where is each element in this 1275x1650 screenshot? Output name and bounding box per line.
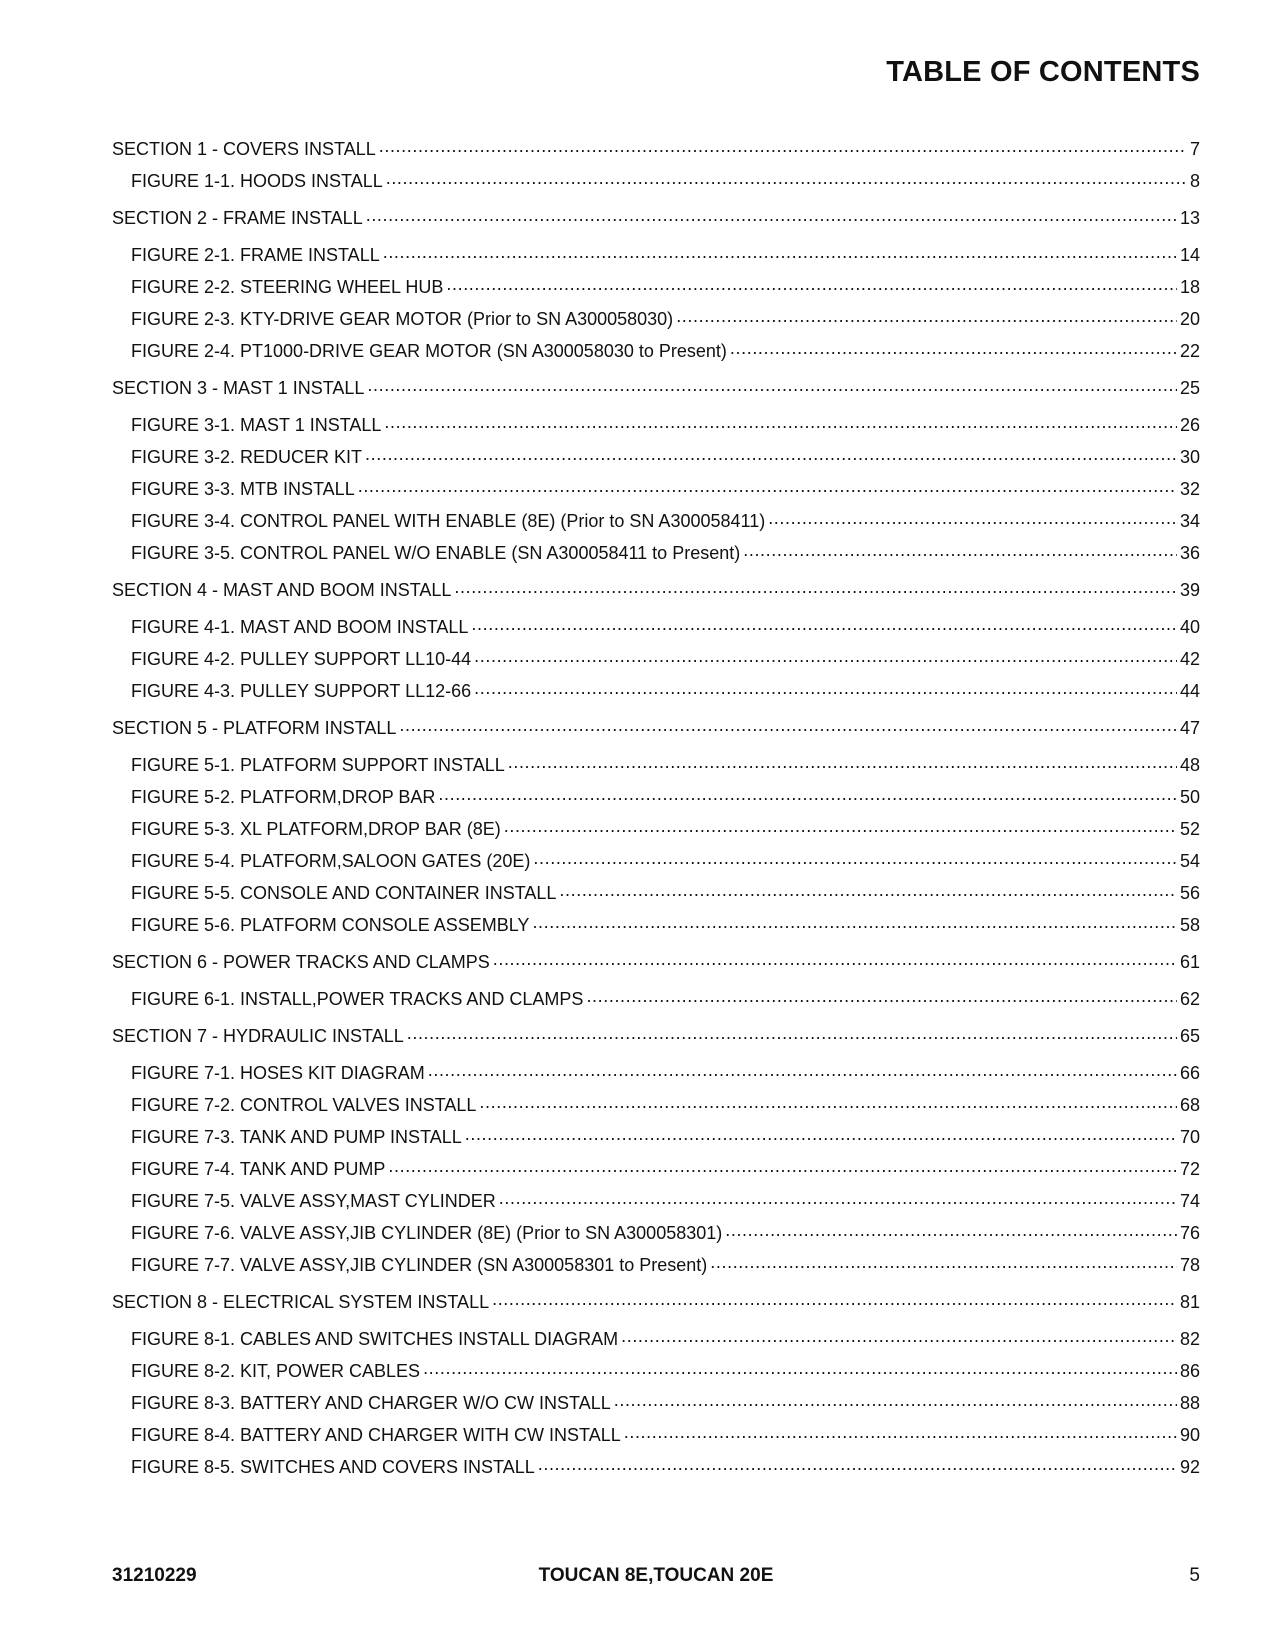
toc-entry-page: 86	[1179, 1361, 1200, 1381]
dot-leader	[383, 243, 1177, 261]
toc-entry-label: FIGURE 4-3. PULLEY SUPPORT LL12-66	[131, 681, 472, 701]
toc-entry-page: 72	[1179, 1159, 1200, 1179]
toc-entry-page: 14	[1179, 245, 1200, 265]
toc-entry-page: 36	[1179, 543, 1200, 563]
toc-figure-entry[interactable]	[112, 1451, 1200, 1483]
toc-entry-label: FIGURE 7-1. HOSES KIT DIAGRAM	[131, 1063, 425, 1083]
dot-leader	[471, 615, 1177, 633]
toc-figure-entry[interactable]	[112, 303, 1200, 335]
dot-leader	[492, 1290, 1177, 1308]
toc-entry-page: 42	[1179, 649, 1200, 669]
toc-figure-entry[interactable]	[112, 441, 1200, 473]
toc-entry-label: FIGURE 3-5. CONTROL PANEL W/O ENABLE (SN A300058411 to Present)	[131, 543, 741, 563]
dot-leader	[446, 275, 1177, 293]
dot-leader	[367, 376, 1177, 394]
toc-entry-page: 66	[1179, 1063, 1200, 1083]
toc-entry-label: FIGURE 5-1. PLATFORM SUPPORT INSTALL	[131, 755, 505, 775]
model-name: TOUCAN 8E,TOUCAN 20E	[538, 1565, 774, 1586]
toc-section-entry[interactable]	[112, 367, 1200, 409]
toc-entry-page: 32	[1179, 479, 1200, 499]
toc-entry-page: 47	[1179, 718, 1200, 738]
dot-leader	[428, 1061, 1177, 1079]
page-footer	[112, 1565, 1200, 1591]
toc-entry-page: 39	[1179, 580, 1200, 600]
page-title: TABLE OF CONTENTS	[886, 56, 1200, 88]
toc-entry-label: SECTION 7 - HYDRAULIC INSTALL	[112, 1026, 404, 1046]
toc-entry-page: 52	[1179, 819, 1200, 839]
toc-figure-entry[interactable]	[112, 813, 1200, 845]
toc-entry-label: FIGURE 7-2. CONTROL VALVES INSTALL	[131, 1095, 477, 1115]
toc-entry-page: 40	[1179, 617, 1200, 637]
toc-entry-label: FIGURE 6-1. INSTALL,POWER TRACKS AND CLAMPS	[131, 989, 584, 1009]
toc-entry-page: 7	[1189, 139, 1200, 159]
toc-section-entry[interactable]	[112, 1015, 1200, 1057]
dot-leader	[365, 445, 1177, 463]
toc-entry-page: 18	[1179, 277, 1200, 297]
toc-entry-page: 68	[1179, 1095, 1200, 1115]
toc-entry-page: 65	[1179, 1026, 1200, 1046]
toc-figure-entry[interactable]	[112, 1387, 1200, 1419]
dot-leader	[474, 679, 1177, 697]
toc-entry-label: FIGURE 3-4. CONTROL PANEL WITH ENABLE (8E) (Prior to SN A300058411)	[131, 511, 766, 531]
toc-entry-page: 48	[1179, 755, 1200, 775]
dot-leader	[508, 753, 1177, 771]
toc-entry-label: FIGURE 8-5. SWITCHES AND COVERS INSTALL	[131, 1457, 535, 1477]
toc-entry-page: 13	[1179, 208, 1200, 228]
dot-leader	[499, 1189, 1177, 1207]
dot-leader	[465, 1125, 1177, 1143]
dot-leader	[366, 206, 1177, 224]
dot-leader	[358, 477, 1177, 495]
toc-entry-label: FIGURE 5-6. PLATFORM CONSOLE ASSEMBLY	[131, 915, 530, 935]
toc-figure-entry[interactable]	[112, 239, 1200, 271]
toc-entry-label: FIGURE 8-1. CABLES AND SWITCHES INSTALL DIAGRAM	[131, 1329, 619, 1349]
dot-leader	[504, 817, 1177, 835]
toc-entry-label: FIGURE 4-1. MAST AND BOOM INSTALL	[131, 617, 469, 637]
toc-entry-page: 78	[1179, 1255, 1200, 1275]
toc-entry-page: 76	[1179, 1223, 1200, 1243]
dot-leader	[538, 1455, 1177, 1473]
toc-entry-label: FIGURE 7-3. TANK AND PUMP INSTALL	[131, 1127, 462, 1147]
toc-section-entry[interactable]	[112, 133, 1200, 165]
toc-entry-page: 82	[1179, 1329, 1200, 1349]
toc-entry-page: 62	[1179, 989, 1200, 1009]
toc-entry-page: 58	[1179, 915, 1200, 935]
dot-leader	[559, 881, 1177, 899]
toc-figure-entry[interactable]	[112, 537, 1200, 569]
toc-figure-entry[interactable]	[112, 1153, 1200, 1185]
toc-entry-label: FIGURE 4-2. PULLEY SUPPORT LL10-44	[131, 649, 472, 669]
toc-entry-page: 54	[1179, 851, 1200, 871]
toc-entry-page: 25	[1179, 378, 1200, 398]
toc-entry-label: FIGURE 8-4. BATTERY AND CHARGER WITH CW INSTALL	[131, 1425, 621, 1445]
toc-figure-entry[interactable]	[112, 165, 1200, 197]
dot-leader	[493, 950, 1177, 968]
toc-entry-label: FIGURE 5-3. XL PLATFORM,DROP BAR (8E)	[131, 819, 501, 839]
toc-entry-label: FIGURE 7-5. VALVE ASSY,MAST CYLINDER	[131, 1191, 496, 1211]
toc-entry-label: FIGURE 7-4. TANK AND PUMP	[131, 1159, 386, 1179]
dot-leader	[407, 1024, 1177, 1042]
toc-figure-entry[interactable]	[112, 1323, 1200, 1355]
toc-entry-label: SECTION 2 - FRAME INSTALL	[112, 208, 363, 228]
toc-entry-label: SECTION 4 - MAST AND BOOM INSTALL	[112, 580, 452, 600]
dot-leader	[624, 1423, 1177, 1441]
toc-figure-entry[interactable]	[112, 1185, 1200, 1217]
toc-figure-entry[interactable]	[112, 1089, 1200, 1121]
toc-entry-label: FIGURE 3-3. MTB INSTALL	[131, 479, 355, 499]
toc-section-entry[interactable]	[112, 1281, 1200, 1323]
toc-entry-page: 34	[1179, 511, 1200, 531]
toc-figure-entry[interactable]	[112, 1419, 1200, 1451]
toc-entry-label: FIGURE 7-6. VALVE ASSY,JIB CYLINDER (8E) (Prior to SN A300058301)	[131, 1223, 723, 1243]
toc-figure-entry[interactable]	[112, 335, 1200, 367]
toc-entry-label: FIGURE 8-3. BATTERY AND CHARGER W/O CW INSTALL	[131, 1393, 611, 1413]
toc-figure-entry[interactable]	[112, 409, 1200, 441]
toc-entry-label: FIGURE 2-4. PT1000-DRIVE GEAR MOTOR (SN A300058030 to Present)	[131, 341, 727, 361]
toc-entry-label: FIGURE 5-4. PLATFORM,SALOON GATES (20E)	[131, 851, 531, 871]
toc-figure-entry[interactable]	[112, 845, 1200, 877]
toc-figure-entry[interactable]	[112, 909, 1200, 941]
toc-section-entry[interactable]	[112, 707, 1200, 749]
dot-leader	[621, 1327, 1177, 1345]
toc-figure-entry[interactable]	[112, 1057, 1200, 1089]
toc-figure-entry[interactable]	[112, 1121, 1200, 1153]
toc-entry-page: 50	[1179, 787, 1200, 807]
toc-figure-entry[interactable]	[112, 1217, 1200, 1249]
toc-entry-label: SECTION 1 - COVERS INSTALL	[112, 139, 376, 159]
toc-figure-entry[interactable]	[112, 505, 1200, 537]
toc-entry-page: 44	[1179, 681, 1200, 701]
toc-entry-label: SECTION 8 - ELECTRICAL SYSTEM INSTALL	[112, 1292, 490, 1312]
toc-entry-label: FIGURE 2-3. KTY-DRIVE GEAR MOTOR (Prior to SN A300058030)	[131, 309, 674, 329]
toc-entry-page: 8	[1189, 171, 1200, 191]
dot-leader	[768, 509, 1177, 527]
dot-leader	[586, 987, 1177, 1005]
dot-leader	[454, 578, 1177, 596]
toc-entry-page: 81	[1179, 1292, 1200, 1312]
toc-entry-label: FIGURE 3-1. MAST 1 INSTALL	[131, 415, 382, 435]
dot-leader	[533, 849, 1177, 867]
toc-entry-page: 74	[1179, 1191, 1200, 1211]
toc-entry-label: FIGURE 1-1. HOODS INSTALL	[131, 171, 383, 191]
toc-entry-page: 70	[1179, 1127, 1200, 1147]
dot-leader	[438, 785, 1177, 803]
toc-entry-page: 88	[1179, 1393, 1200, 1413]
dot-leader	[532, 913, 1177, 931]
toc-figure-entry[interactable]	[112, 983, 1200, 1015]
dot-leader	[479, 1093, 1177, 1111]
toc-entry-page: 61	[1179, 952, 1200, 972]
toc-entry-label: FIGURE 5-5. CONSOLE AND CONTAINER INSTALL	[131, 883, 557, 903]
dot-leader	[399, 716, 1177, 734]
toc-entry-label: FIGURE 8-2. KIT, POWER CABLES	[131, 1361, 421, 1381]
page-number: 5	[1189, 1565, 1200, 1586]
toc-entry-label: FIGURE 2-1. FRAME INSTALL	[131, 245, 380, 265]
toc-entry-label: FIGURE 3-2. REDUCER KIT	[131, 447, 363, 467]
toc-section-entry[interactable]	[112, 941, 1200, 983]
dot-leader	[386, 169, 1187, 187]
toc-section-entry[interactable]	[112, 569, 1200, 611]
toc-entry-label: SECTION 3 - MAST 1 INSTALL	[112, 378, 365, 398]
dot-leader	[384, 413, 1177, 431]
toc-figure-entry[interactable]	[112, 271, 1200, 303]
toc-figure-entry[interactable]	[112, 611, 1200, 643]
toc-figure-entry[interactable]	[112, 781, 1200, 813]
table-of-contents	[112, 133, 1200, 1483]
dot-leader	[676, 307, 1177, 325]
dot-leader	[614, 1391, 1177, 1409]
toc-figure-entry[interactable]	[112, 1249, 1200, 1281]
toc-figure-entry[interactable]	[112, 675, 1200, 707]
dot-leader	[730, 339, 1177, 357]
dot-leader	[474, 647, 1177, 665]
dot-leader	[710, 1253, 1177, 1271]
dot-leader	[423, 1359, 1177, 1377]
toc-figure-entry[interactable]	[112, 1355, 1200, 1387]
toc-entry-page: 30	[1179, 447, 1200, 467]
toc-entry-page: 90	[1179, 1425, 1200, 1445]
toc-figure-entry[interactable]	[112, 749, 1200, 781]
toc-entry-label: SECTION 5 - PLATFORM INSTALL	[112, 718, 397, 738]
dot-leader	[725, 1221, 1177, 1239]
toc-figure-entry[interactable]	[112, 877, 1200, 909]
toc-entry-page: 26	[1179, 415, 1200, 435]
dot-leader	[388, 1157, 1177, 1175]
document-number: 31210229	[112, 1565, 197, 1586]
toc-entry-label: FIGURE 5-2. PLATFORM,DROP BAR	[131, 787, 436, 807]
toc-entry-label: FIGURE 7-7. VALVE ASSY,JIB CYLINDER (SN A300058301 to Present)	[131, 1255, 708, 1275]
toc-entry-page: 22	[1179, 341, 1200, 361]
toc-entry-label: FIGURE 2-2. STEERING WHEEL HUB	[131, 277, 444, 297]
toc-entry-page: 92	[1179, 1457, 1200, 1477]
toc-section-entry[interactable]	[112, 197, 1200, 239]
toc-figure-entry[interactable]	[112, 643, 1200, 675]
dot-leader	[743, 541, 1177, 559]
toc-entry-page: 56	[1179, 883, 1200, 903]
toc-figure-entry[interactable]	[112, 473, 1200, 505]
dot-leader	[379, 137, 1187, 155]
toc-entry-label: SECTION 6 - POWER TRACKS AND CLAMPS	[112, 952, 490, 972]
toc-entry-page: 20	[1179, 309, 1200, 329]
